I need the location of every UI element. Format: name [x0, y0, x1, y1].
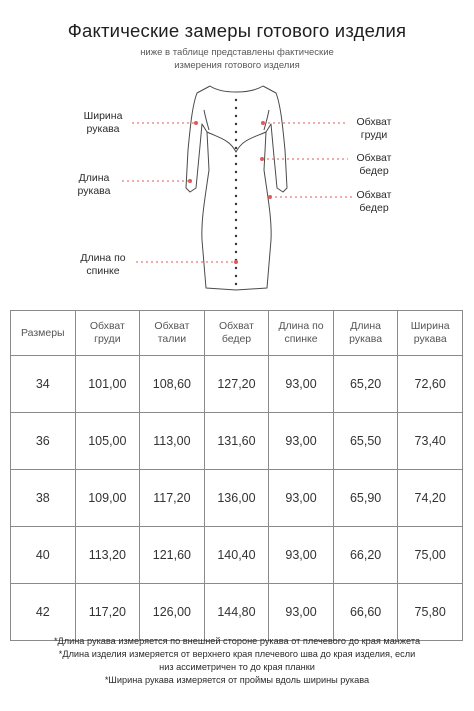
- label-hips-1: Обхват бедер: [356, 152, 392, 177]
- header-sleeve-width: Ширина рукава: [398, 311, 463, 356]
- table-cell: 109,00: [75, 470, 140, 527]
- measurements-table-container: [10, 310, 463, 641]
- table-cell: 42: [11, 584, 76, 641]
- dress-measurement-diagram: [0, 80, 474, 305]
- table-cell: 121,60: [140, 527, 205, 584]
- table-cell: 73,40: [398, 413, 463, 470]
- footnote: *Ширина рукава измеряется от проймы вдоль ширины рукава: [104, 675, 370, 685]
- label-sleeve-width: Ширина рукава: [83, 110, 123, 135]
- table-cell: 93,00: [269, 356, 334, 413]
- subtitle-line: ниже в таблице представлены фактические: [140, 47, 334, 58]
- table-row: [11, 584, 463, 641]
- table-cell: 144,80: [204, 584, 269, 641]
- header-back-length: Длина по спинке: [269, 311, 334, 356]
- page-title: Фактические замеры готового изделия: [67, 20, 407, 41]
- table-cell: 108,60: [140, 356, 205, 413]
- header-chest: Обхват груди: [75, 311, 140, 356]
- table-cell: 34: [11, 356, 76, 413]
- table-cell: 105,00: [75, 413, 140, 470]
- table-cell: 126,00: [140, 584, 205, 641]
- table-cell: 65,50: [333, 413, 398, 470]
- table-cell: 93,00: [269, 413, 334, 470]
- footnote: низ ассиметричен то до края планки: [159, 662, 315, 672]
- page-subtitle: [0, 46, 474, 72]
- table-cell: 93,00: [269, 470, 334, 527]
- header-sizes: Размеры: [11, 311, 76, 356]
- table-cell: 117,20: [140, 470, 205, 527]
- label-back-length: Длина по спинке: [80, 252, 126, 277]
- subtitle-line: измерения готового изделия: [174, 60, 300, 71]
- table-cell: 140,40: [204, 527, 269, 584]
- table-row: [11, 413, 463, 470]
- header-hips: Обхват бедер: [204, 311, 269, 356]
- table-cell: 36: [11, 413, 76, 470]
- table-cell: 66,20: [333, 527, 398, 584]
- table-cell: 65,20: [333, 356, 398, 413]
- table-cell: 127,20: [204, 356, 269, 413]
- table-cell: 65,90: [333, 470, 398, 527]
- table-cell: 72,60: [398, 356, 463, 413]
- table-cell: 136,00: [204, 470, 269, 527]
- table-cell: 75,00: [398, 527, 463, 584]
- footnotes: [0, 635, 474, 687]
- table-row: [11, 527, 463, 584]
- table-cell: 113,00: [140, 413, 205, 470]
- right-side-shape: [236, 86, 287, 290]
- table-cell: 117,20: [75, 584, 140, 641]
- table-cell: 74,20: [398, 470, 463, 527]
- table-cell: 40: [11, 527, 76, 584]
- footnote: *Длина изделия измеряется от верхнего края плечевого шва до края изделия, если: [58, 649, 416, 659]
- table-cell: 93,00: [269, 527, 334, 584]
- table-cell: 131,60: [204, 413, 269, 470]
- table-cell: 93,00: [269, 584, 334, 641]
- left-side-shape: [186, 86, 236, 290]
- table-header-row: [11, 311, 463, 356]
- table-row: [11, 470, 463, 527]
- table-cell: 66,60: [333, 584, 398, 641]
- table-cell: 101,00: [75, 356, 140, 413]
- measurements-table: [10, 310, 463, 641]
- label-sleeve-length: Длина рукава: [77, 172, 111, 197]
- header-waist: Обхват талии: [140, 311, 205, 356]
- label-chest: Обхват груди: [356, 116, 392, 141]
- footnote: *Длина рукава измеряется по внешней стороне рукава от плечевого до края манжета: [53, 636, 421, 646]
- table-cell: 75,80: [398, 584, 463, 641]
- neckline-shape: [210, 86, 263, 92]
- header-sleeve-length: Длина рукава: [333, 311, 398, 356]
- table-cell: 38: [11, 470, 76, 527]
- label-hips-2: Обхват бедер: [356, 189, 392, 214]
- button-placket: [235, 99, 237, 285]
- table-row: [11, 356, 463, 413]
- table-cell: 113,20: [75, 527, 140, 584]
